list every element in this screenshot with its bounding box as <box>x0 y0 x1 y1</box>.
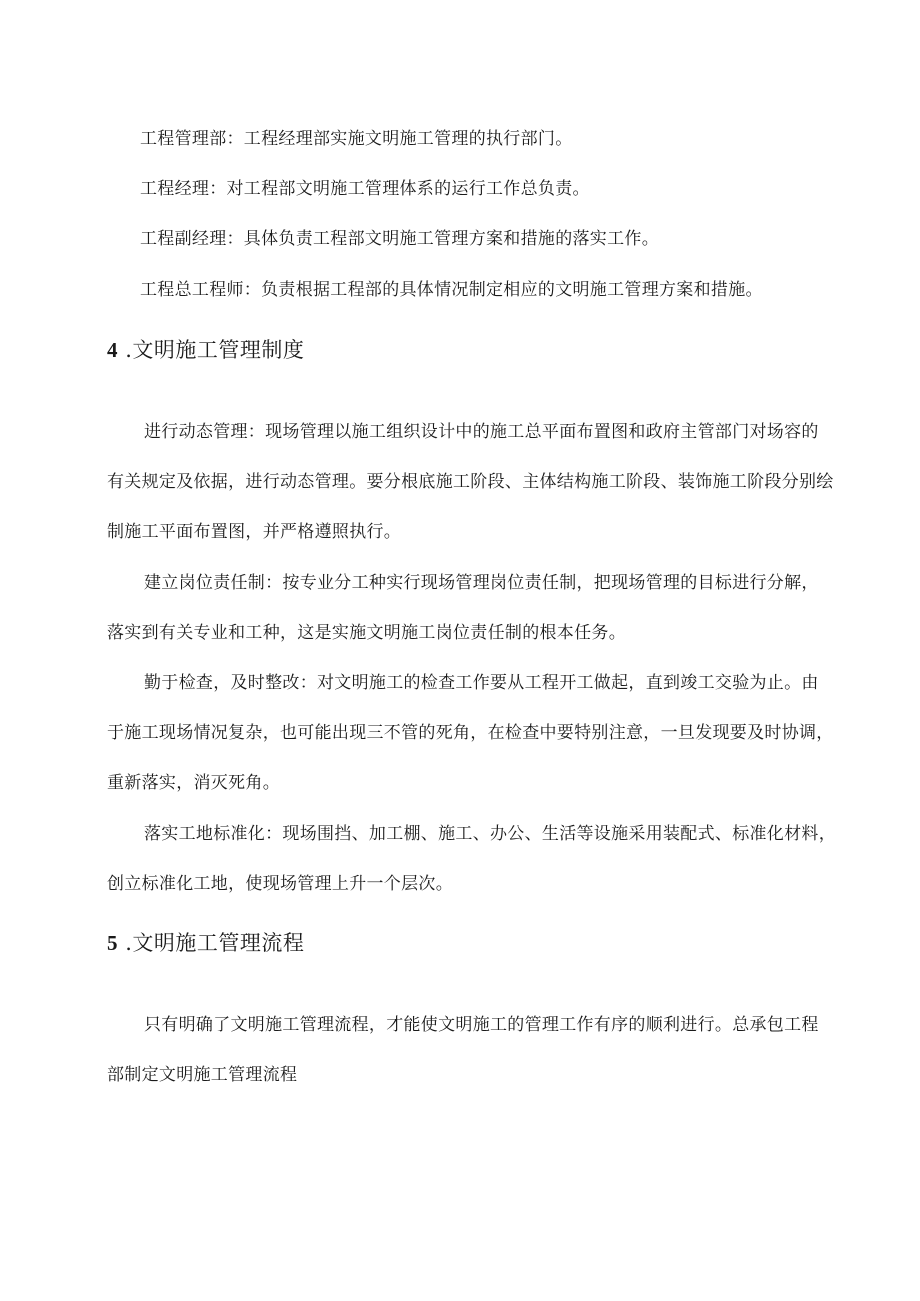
section-5-title: .文明施工管理流程 <box>125 931 305 955</box>
role-project-manager: 工程经理：对工程部文明施工管理体系的运行工作总负责。 <box>140 179 590 199</box>
paragraph-line: 制施工平面布置图，并严格遵照执行。 <box>107 522 402 542</box>
paragraph-line: 于施工现场情况复杂，也可能出现三不管的死角，在检查中要特别注意，一旦发现要及时协调， <box>107 723 834 743</box>
role-chief-engineer: 工程总工程师：负责根据工程部的具体情况制定相应的文明施工管理方案和措施。 <box>140 280 763 300</box>
paragraph-line: 落实到有关专业和工种，这是实施文明施工岗位责任制的根本任务。 <box>107 623 626 643</box>
section-4-number: 4 <box>107 338 118 362</box>
paragraph-line: 勤于检查，及时整改：对文明施工的检查工作要从工程开工做起，直到竣工交验为止。由 <box>144 673 819 693</box>
section-5-number: 5 <box>107 931 118 955</box>
section-5-heading <box>107 929 304 957</box>
paragraph-line: 创立标准化工地，使现场管理上升一个层次。 <box>107 874 453 894</box>
paragraph-line: 落实工地标准化：现场围挡、加工棚、施工、办公、生活等设施采用装配式、标准化材料， <box>144 824 836 844</box>
paragraph-line: 重新落实，消灭死角。 <box>107 773 280 793</box>
paragraph-line: 有关规定及依据，进行动态管理。要分根底施工阶段、主体结构施工阶段、装饰施工阶段分别绘 <box>107 472 834 492</box>
role-engineering-department: 工程管理部：工程经理部实施文明施工管理的执行部门。 <box>140 129 573 149</box>
paragraph-line: 部制定文明施工管理流程 <box>107 1065 298 1085</box>
paragraph-line: 进行动态管理：现场管理以施工组织设计中的施工总平面布置图和政府主管部门对场容的 <box>144 422 819 442</box>
paragraph-line: 建立岗位责任制：按专业分工种实行现场管理岗位责任制，把现场管理的目标进行分解， <box>144 573 819 593</box>
role-deputy-manager: 工程副经理：具体负责工程部文明施工管理方案和措施的落实工作。 <box>140 229 659 249</box>
paragraph-line: 只有明确了文明施工管理流程，才能使文明施工的管理工作有序的顺利进行。总承包工程 <box>144 1015 819 1035</box>
section-4-heading <box>107 336 304 364</box>
section-4-title: .文明施工管理制度 <box>125 338 305 362</box>
